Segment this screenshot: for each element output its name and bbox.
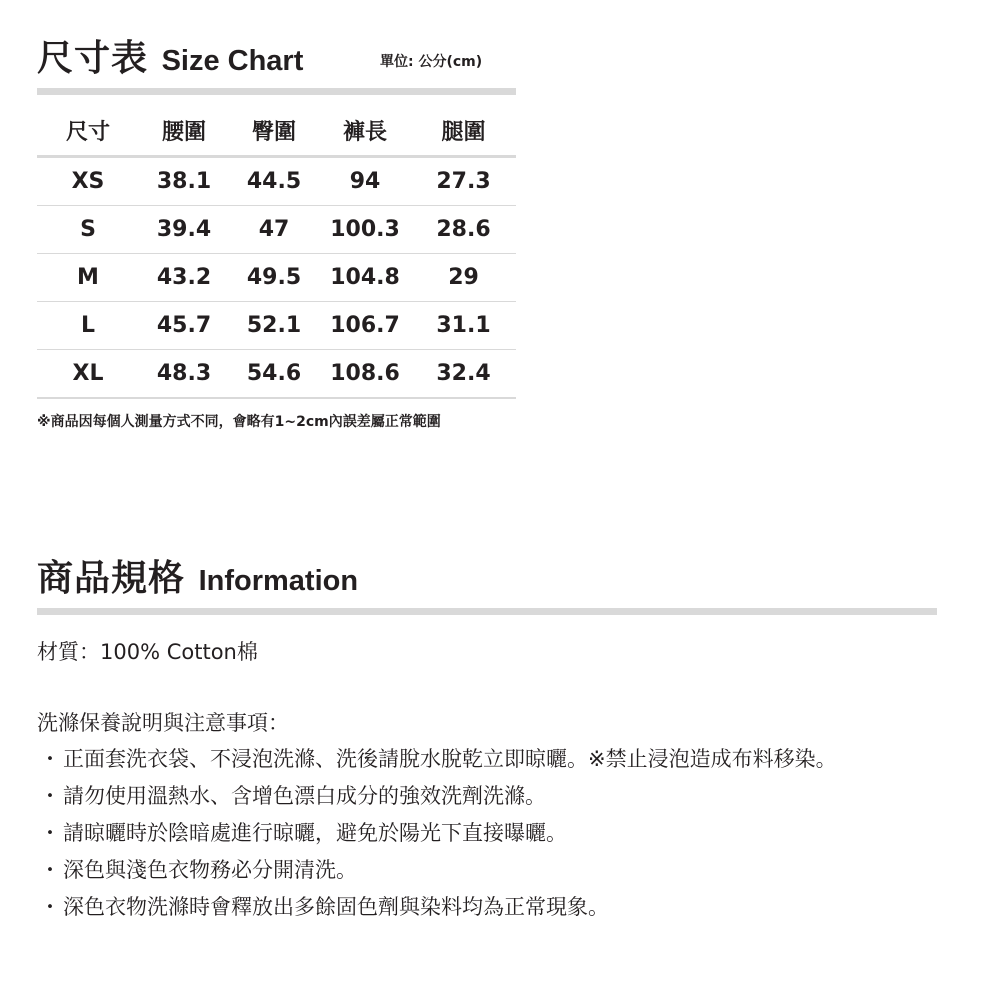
material-text: 材質：100% Cotton棉	[37, 640, 258, 664]
size-cell: M	[37, 254, 139, 302]
hip-cell: 47	[229, 206, 319, 254]
header-length: 褲長	[319, 106, 411, 157]
waist-cell: 48.3	[139, 350, 229, 399]
length-cell: 108.6	[319, 350, 411, 399]
hip-cell: 44.5	[229, 157, 319, 206]
length-cell: 100.3	[319, 206, 411, 254]
list-item	[37, 852, 837, 889]
information-title-zh: 商品規格	[37, 558, 186, 599]
table-row	[37, 157, 516, 206]
care-instructions-list	[37, 741, 837, 926]
information-title-en: Information	[198, 565, 359, 597]
unit-label: 單位: 公分(cm)	[380, 54, 483, 70]
size-table	[37, 106, 516, 399]
list-item	[37, 778, 837, 815]
size-cell: L	[37, 302, 139, 350]
waist-cell: 45.7	[139, 302, 229, 350]
care-item-text: 請晾曬時於陰暗處進行晾曬，避免於陽光下直接曝曬。	[63, 821, 567, 845]
size-chart-title	[37, 30, 303, 80]
thigh-cell: 29	[411, 254, 516, 302]
list-item	[37, 741, 837, 778]
size-cell: S	[37, 206, 139, 254]
care-item-text: 深色衣物洗滌時會釋放出多餘固色劑與染料均為正常現象。	[63, 895, 609, 919]
size-cell: XS	[37, 157, 139, 206]
length-cell: 106.7	[319, 302, 411, 350]
table-row	[37, 254, 516, 302]
bullet-icon: ・	[39, 784, 61, 808]
waist-cell: 38.1	[139, 157, 229, 206]
size-table-header-row	[37, 106, 516, 157]
bullet-icon: ・	[39, 747, 61, 771]
information-divider	[37, 608, 937, 615]
care-item-text: 正面套洗衣袋、不浸泡洗滌、洗後請脫水脫乾立即晾曬。※禁止浸泡造成布料移染。	[63, 747, 837, 771]
header-waist: 腰圍	[139, 106, 229, 157]
thigh-cell: 31.1	[411, 302, 516, 350]
care-item-text: 請勿使用溫熱水、含增色漂白成分的強效洗劑洗滌。	[63, 784, 546, 808]
care-instructions-title: 洗滌保養說明與注意事項：	[37, 711, 289, 735]
hip-cell: 54.6	[229, 350, 319, 399]
hip-cell: 49.5	[229, 254, 319, 302]
hip-cell: 52.1	[229, 302, 319, 350]
waist-cell: 39.4	[139, 206, 229, 254]
size-chart-title-en: Size Chart	[161, 45, 304, 77]
thigh-cell: 27.3	[411, 157, 516, 206]
table-row	[37, 350, 516, 399]
length-cell: 94	[319, 157, 411, 206]
bullet-icon: ・	[39, 858, 61, 882]
header-thigh: 腿圍	[411, 106, 516, 157]
length-cell: 104.8	[319, 254, 411, 302]
size-cell: XL	[37, 350, 139, 399]
care-item-text: 深色與淺色衣物務必分開清洗。	[63, 858, 357, 882]
bullet-icon: ・	[39, 895, 61, 919]
list-item	[37, 815, 837, 852]
header-size: 尺寸	[37, 106, 139, 157]
thigh-cell: 28.6	[411, 206, 516, 254]
measurement-note: ※商品因每個人測量方式不同，會略有1~2cm內誤差屬正常範圍	[37, 414, 441, 430]
list-item	[37, 889, 837, 926]
information-title	[37, 550, 358, 600]
bullet-icon: ・	[39, 821, 61, 845]
thigh-cell: 32.4	[411, 350, 516, 399]
waist-cell: 43.2	[139, 254, 229, 302]
size-chart-title-zh: 尺寸表	[37, 38, 149, 79]
table-row	[37, 206, 516, 254]
header-hip: 臀圍	[229, 106, 319, 157]
table-row	[37, 302, 516, 350]
size-chart-divider	[37, 88, 516, 95]
